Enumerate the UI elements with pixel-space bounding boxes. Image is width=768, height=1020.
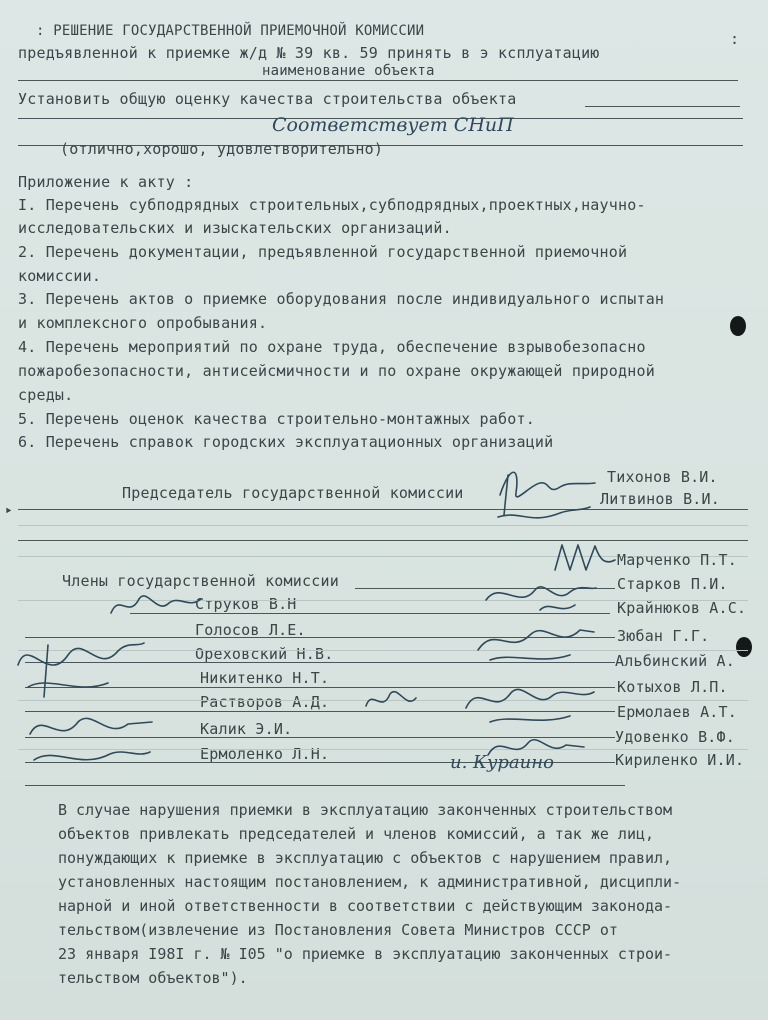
- margin-mark: ‣: [4, 502, 14, 520]
- member-name-right: Крайнюков А.С.: [617, 599, 747, 617]
- footer-line: тельством объектов").: [58, 969, 248, 987]
- chairman-label: Председатель государственной комиссии: [122, 484, 464, 502]
- object-caption: наименование объекта: [262, 63, 435, 79]
- member-signature: [360, 680, 420, 720]
- member-signature: [460, 670, 600, 730]
- footer-line: 23 января I98I г. № I05 "о приемке в эксплуатацию законченных строи-: [58, 945, 673, 963]
- member-signature: [8, 625, 148, 700]
- chairman-name: Литвинов В.И.: [600, 490, 720, 508]
- assessment-rule-1: [585, 106, 740, 107]
- attachment-line: пожаробезопасности, антисейсмичности и по охране окружающей природной: [18, 362, 655, 380]
- footer-paragraph: [58, 798, 758, 990]
- member-signature: [470, 610, 600, 670]
- attachment-line: исследовательских и изыскательских организаций.: [18, 219, 452, 237]
- member-name-left: Струков В.Н: [195, 595, 297, 613]
- member-name-right: Старков П.И.: [617, 575, 728, 593]
- member-rule: [25, 785, 625, 786]
- members-label: Члены государственной комиссии: [62, 572, 339, 590]
- member-name-right: Альбинский А.: [615, 652, 735, 670]
- margin-mark: :: [730, 30, 740, 48]
- attachment-line: I. Перечень субподрядных строительных,субподрядных,проектных,научно-: [18, 196, 646, 214]
- member-name-left: Ермоленко Л.Н.: [200, 745, 330, 763]
- member-name-right: Зюбан Г.Г.: [617, 627, 710, 645]
- attachment-line: и комплексного опробывания.: [18, 314, 268, 332]
- attachment-line: 3. Перечень актов о приемке оборудования после индивидуального испытан: [18, 290, 665, 308]
- footer-line: понуждающих к приемке в эксплуатацию с объектов с нарушением правил,: [58, 849, 673, 867]
- member-name-left: Никитенко Н.Т.: [200, 669, 330, 687]
- decision-heading: : РЕШЕНИЕ ГОСУДАРСТВЕННОЙ ПРИЕМОЧНОЙ КОМИССИИ: [36, 23, 425, 39]
- member-name-right: Котыхов Л.П.: [617, 678, 728, 696]
- assessment-options: (отлично,хорошо, удовлетворительно): [60, 140, 384, 158]
- member-name-left: Ореховский Н.В.: [195, 645, 334, 663]
- attachments-title: Приложение к акту :: [18, 173, 194, 191]
- footer-line: объектов привлекать председателей и членов комиссий, а так же лиц,: [58, 825, 655, 843]
- member-name-right: Удовенко В.Ф.: [615, 728, 735, 746]
- member-name-right: Кириленко И.И.: [615, 751, 745, 769]
- member-name-left: Голосов Л.Е.: [195, 621, 306, 639]
- assessment-handwritten: Соответствует СНиП: [272, 114, 514, 136]
- attachment-line: комиссии.: [18, 267, 102, 285]
- attachment-line: 5. Перечень оценок качества строительно-монтажных работ.: [18, 410, 535, 428]
- member-name-left: Калик Э.И.: [200, 720, 293, 738]
- member-signature: [20, 700, 160, 775]
- object-line: предъявленной к приемке ж/д № 39 кв. 59 принять в э ксплуатацию: [18, 44, 600, 62]
- punch-hole: [736, 637, 752, 657]
- punch-hole: [730, 316, 746, 336]
- attachment-line: 2. Перечень документации, предъявленной государственной приемочной: [18, 243, 628, 261]
- handwritten-signature: и. Кураино: [450, 752, 554, 773]
- chairman-rule-1: [18, 509, 748, 510]
- chairman-name: Тихонов В.И.: [607, 468, 718, 486]
- assessment-label: Установить общую оценку качества строительства объекта: [18, 90, 517, 108]
- member-name-right: Ермолаев А.Т.: [617, 703, 737, 721]
- attachment-line: 4. Перечень мероприятий по охране труда, обеспечение взрывобезопасно: [18, 338, 646, 356]
- object-rule: [18, 80, 738, 81]
- footer-line: установленных настоящим постановлением, к административной, дисципли-: [58, 873, 682, 891]
- chairman-rule-2: [18, 540, 748, 541]
- member-name-left: Растворов А.Д.: [200, 693, 330, 711]
- attachment-line: 6. Перечень справок городских эксплуатационных организаций: [18, 433, 554, 451]
- faint-line: [18, 525, 748, 526]
- member-name-right: Марченко П.Т.: [617, 551, 737, 569]
- footer-line: нарной и иной ответственности в соответствии с действующим законода-: [58, 897, 673, 915]
- member-signature: [105, 585, 205, 625]
- chairman-signature: [490, 455, 600, 525]
- footer-line: тельством(извлечение из Постановления Совета Министров СССР от: [58, 921, 618, 939]
- attachment-line: среды.: [18, 386, 74, 404]
- footer-line: В случае нарушения приемки в эксплуатацию законченных строительством: [58, 801, 673, 819]
